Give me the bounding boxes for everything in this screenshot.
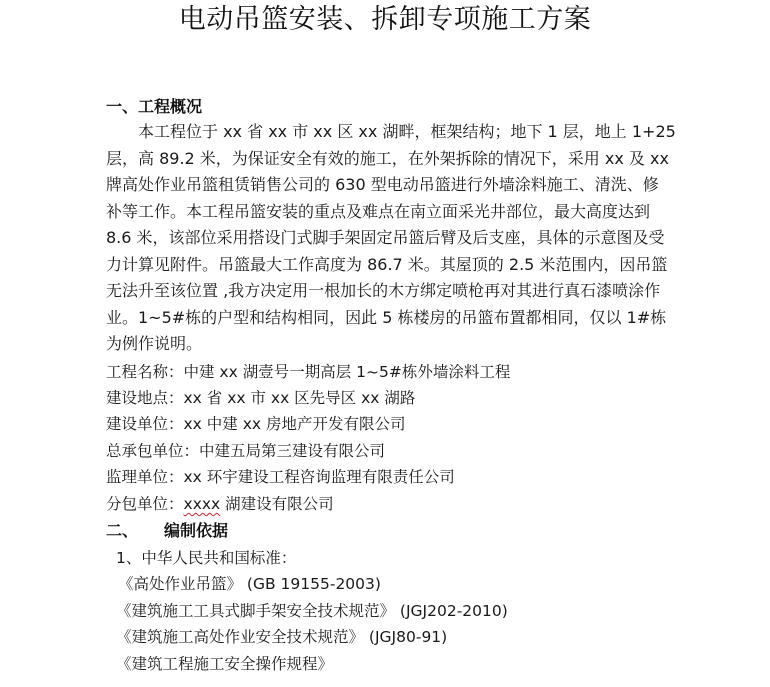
construction-unit-line: 建设单位：xx 中建 xx 房地产开发有限公司: [106, 415, 406, 433]
reference-item: 《建筑工程施工安全操作规程》: [116, 655, 334, 673]
paragraph-line: 业。1~5#栋的户型和结构相同，因此 5 栋楼房的吊篮布置都相同，仅以 1#栋: [106, 307, 667, 327]
document-title: 电动吊篮安装、拆卸专项施工方案: [178, 4, 592, 35]
spellcheck-flagged-text: xxxx: [183, 495, 221, 513]
supervision-unit-line: 监理单位：xx 环宇建设工程咨询监理有限责任公司: [106, 468, 455, 486]
subcontractor-line: [106, 493, 334, 515]
section-heading-basis: [106, 520, 228, 542]
paragraph-line: 牌高处作业吊篮租赁销售公司的 630 型电动吊篮进行外墙涂料施工、清洗、修: [106, 175, 659, 194]
paragraph-line: 8.6 米，该部位采用搭设门式脚手架固定吊篮后臂及后支座，具体的示意图及受: [106, 228, 665, 247]
section-heading-overview: 一、工程概况: [106, 97, 203, 116]
reference-item: 《建筑施工高处作业安全技术规范》 (JGJ80-91): [116, 628, 448, 646]
paragraph-line: 为例作说明。: [106, 334, 203, 353]
paragraph-line: 补等工作。本工程吊篮安装的重点及难点在南立面采光井部位，最大高度达到: [106, 201, 651, 221]
reference-item: 《高处作业吊篮》 (GB 19155-2003): [118, 575, 381, 593]
section-heading-number: 二、: [106, 521, 139, 540]
subcontractor-rest: 湖建设有限公司: [220, 495, 334, 513]
overview-paragraph: [106, 119, 676, 358]
construction-site-line: 建设地点：xx 省 xx 市 xx 区先导区 xx 湖路: [106, 389, 416, 407]
standard-category-item: 1、中华人民共和国标准：: [116, 549, 297, 567]
subcontractor-label: 分包单位：: [106, 495, 184, 513]
paragraph-line: 力计算见附件。吊篮最大工作高度为 86.7 米。其屋顶的 2.5 米范围内，因吊篮: [106, 254, 668, 274]
project-name-line: 工程名称：中建 xx 湖壹号一期高层 1~5#栋外墙涂料工程: [106, 363, 511, 381]
paragraph-line: 层，高 89.2 米，为保证安全有效的施工，在外架拆除的情况下，采用 xx 及 xx: [106, 148, 669, 168]
general-contractor-line: 总承包单位：中建五局第三建设有限公司: [106, 442, 386, 460]
paragraph-line: 无法升至该位置 ,我方决定用一根加长的木方绑定喷枪再对其进行真石漆喷涂作: [106, 281, 661, 300]
section-heading-text: 编制依据: [164, 521, 229, 540]
paragraph-line: 本工程位于 xx 省 xx 市 xx 区 xx 湖畔，框架结构；地下 1 层，地上 1+25: [138, 122, 676, 141]
reference-item: 《建筑施工工具式脚手架安全技术规范》 (JGJ202-2010): [116, 602, 508, 620]
